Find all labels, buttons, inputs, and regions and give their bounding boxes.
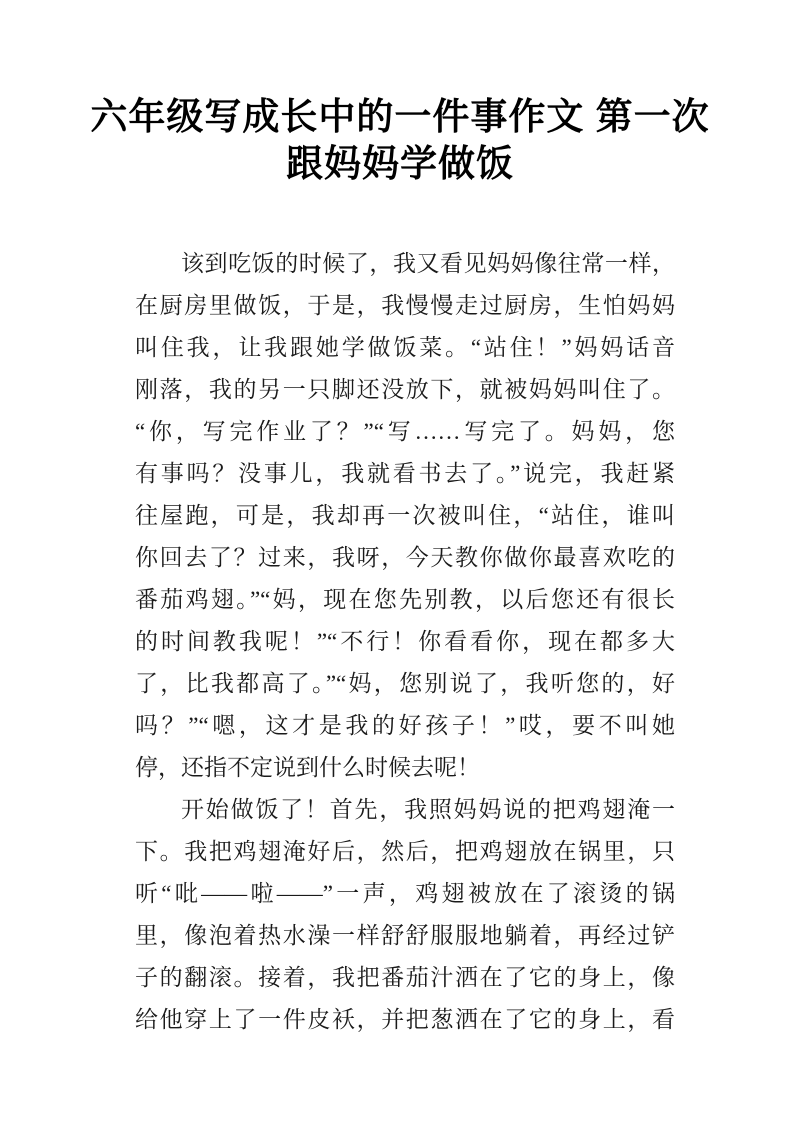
body-line: 往屋跑，可是，我却再一次被叫住，“站住，谁叫 <box>135 503 675 528</box>
body-line: 有事吗？没事儿，我就看书去了。”说完，我赶紧 <box>135 461 675 486</box>
body-line: 给他穿上了一件皮袄，并把葱洒在了它的身上，看 <box>135 1007 675 1032</box>
body-line: 叫住我，让我跟她学做饭菜。“站住！”妈妈话音 <box>135 335 675 360</box>
body-line: 下。我把鸡翅淹好后，然后，把鸡翅放在锅里，只 <box>135 839 675 864</box>
body-line: 了，比我都高了。”“妈，您别说了，我听您的，好 <box>135 671 675 696</box>
body-line: 的时间教我呢！”“不行！你看看你，现在都多大 <box>135 629 675 654</box>
body-line: 该到吃饭的时候了，我又看见妈妈像往常一样， <box>181 251 675 276</box>
body-line: 里，像泡着热水澡一样舒舒服服地躺着，再经过铲 <box>135 923 675 948</box>
body-line: 番茄鸡翅。”“妈，现在您先别教，以后您还有很长 <box>135 587 675 612</box>
body-line: 刚落，我的另一只脚还没放下，就被妈妈叫住了。 <box>135 377 675 402</box>
body-line: 子的翻滚。接着，我把番茄汁洒在了它的身上，像 <box>135 965 675 990</box>
essay-body <box>135 243 675 1041</box>
paragraph-1 <box>135 243 675 789</box>
title-line-2: 跟妈妈学做饭 <box>286 143 514 184</box>
body-line: 吗？”“嗯，这才是我的好孩子！”哎，要不叫她 <box>135 713 675 738</box>
page-title <box>80 93 720 187</box>
body-line: 你回去了？过来，我呀，今天教你做你最喜欢吃的 <box>135 545 675 570</box>
body-line: 停，还指不定说到什么时候去呢！ <box>135 755 480 780</box>
body-line: 听“吡——啦——”一声，鸡翅被放在了滚烫的锅 <box>135 881 675 906</box>
body-line: 开始做饭了！首先，我照妈妈说的把鸡翅淹一 <box>181 797 675 822</box>
title-line-1: 六年级写成长中的一件事作文 第一次 <box>90 96 710 137</box>
body-line: 在厨房里做饭，于是，我慢慢走过厨房，生怕妈妈 <box>135 293 675 318</box>
paragraph-2 <box>135 789 675 1041</box>
body-line: “你，写完作业了？”“写……写完了。妈妈，您 <box>135 419 675 444</box>
